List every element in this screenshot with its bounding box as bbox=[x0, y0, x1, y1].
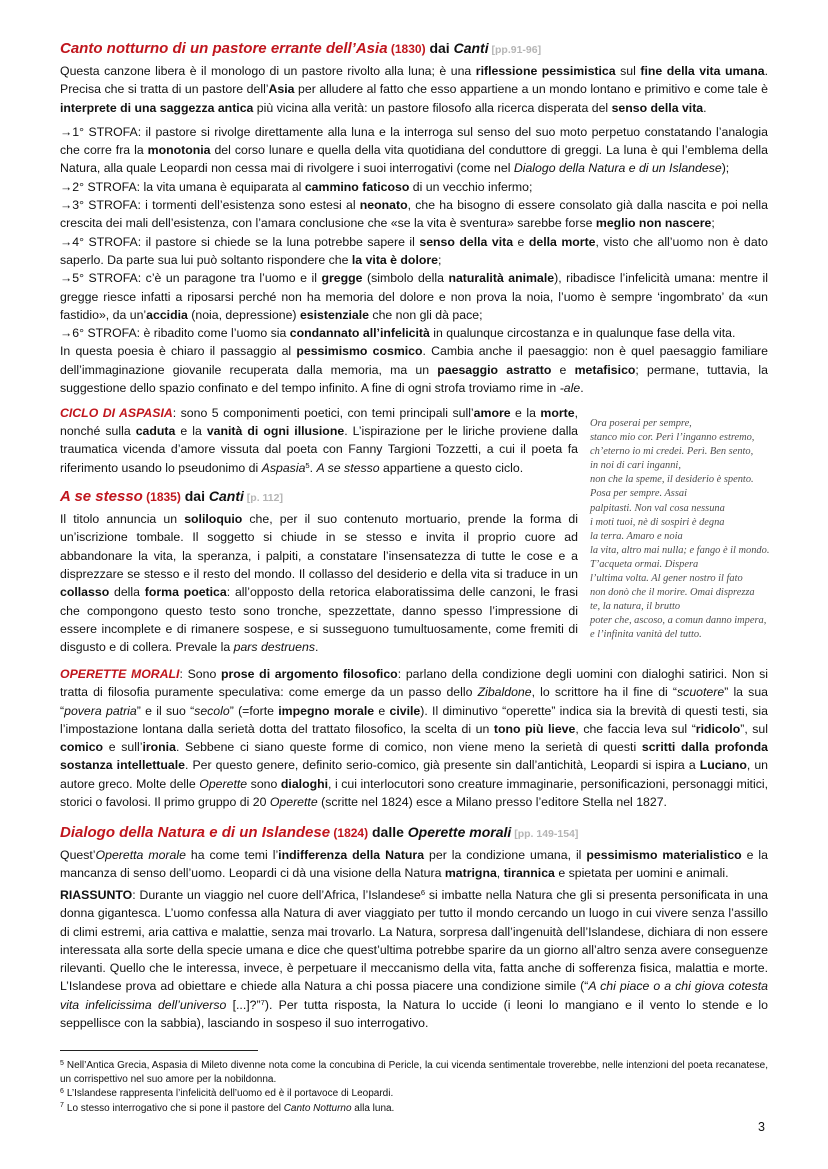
text-run: Il titolo annuncia un bbox=[60, 512, 185, 527]
text-run: alla luna. bbox=[351, 1102, 395, 1114]
text-run: Operette bbox=[269, 795, 318, 810]
text-run: →2° STROFA: la vita umana è equiparata al bbox=[60, 179, 305, 194]
page-number: 3 bbox=[758, 1120, 765, 1134]
text-run: impegno morale bbox=[278, 703, 375, 718]
text-run: : Durante un viaggio nel cuore dell’Africa, l’Islandese bbox=[132, 887, 421, 902]
text-run: pessimismo materialistico bbox=[586, 847, 742, 862]
text-run: ), ribadisce l’infelicità umana: mentre il gregge riesce infatti a riposarsi perché non ha memoria del dolore e non prova la noia, l’uomo è sempre ‘ingombrato’ da «un fastidio», da un’ bbox=[60, 271, 768, 322]
a-se-stesso-paragraph bbox=[60, 510, 578, 656]
poem-line: poter che, ascoso, a comun danno impera, bbox=[590, 615, 767, 627]
text-run: , i cui interlocutori sono creature immaginarie, personificazioni, personaggi mitici, storici o favolosi. Il primo gruppo di 20 bbox=[60, 776, 768, 810]
text-run: esistenziale bbox=[299, 307, 369, 322]
footnote-reference: 7 bbox=[260, 997, 265, 1007]
text-run: più vicina alla verità: un pastore filosofo alla ricerca disperata del bbox=[253, 100, 612, 115]
text-run: monotonia bbox=[147, 143, 211, 158]
text-run: che, per il suo contenuto mortuario, prende la forma di un’iscrizione tombale. Il soggetto si chiude in se stesso e invita il proprio cuore ad abbandonare la vita, la speranza, i palpiti, a constatare l’insensatezza di tutte le cose e a disprezzare se stesso e il resto del mondo. Il collasso del desiderio e della vita si traduce in un bbox=[60, 512, 578, 581]
text-run: dai bbox=[425, 40, 454, 56]
footnotes bbox=[60, 1059, 768, 1116]
text-run: ironia bbox=[142, 740, 176, 755]
text-run: pars destruens bbox=[233, 640, 315, 655]
footnote-number: 7 bbox=[60, 1102, 64, 1110]
text-run: senso della vita bbox=[611, 100, 704, 115]
text-run: Dialogo della Natura e di un Islandese bbox=[513, 161, 722, 176]
text-run: accidia bbox=[146, 307, 188, 322]
text-run: soliloquio bbox=[184, 512, 243, 527]
text-run: sono bbox=[247, 776, 281, 791]
text-run: collasso bbox=[60, 585, 110, 600]
text-run: -ale bbox=[559, 381, 581, 396]
section-title: Canto notturno di un pastore errante dell’Asia bbox=[60, 40, 388, 57]
text-run: per la condizione umana, il bbox=[424, 847, 587, 862]
text-run: ); bbox=[721, 161, 730, 176]
riassunto-paragraph bbox=[60, 886, 768, 1032]
text-run: In questa poesia è chiaro il passaggio al bbox=[60, 344, 297, 359]
canto-notturno-heading bbox=[60, 38, 768, 60]
text-run: →3° STROFA: i tormenti dell’esistenza sono estesi al bbox=[60, 198, 360, 213]
canto-notturno-conclusion bbox=[60, 342, 768, 397]
poem-line: non donò che il morire. Omai disprezza bbox=[590, 587, 755, 599]
text-run: ; bbox=[711, 216, 715, 231]
strofa-4 bbox=[60, 233, 768, 270]
poem-line: te, la natura, il brutto bbox=[590, 601, 681, 613]
text-run: si imbatte nella Natura che gli si presenta personificata in una donna gigantesca. L’uomo confessa alla Natura di aver viaggiato per tutto il mondo cercando un luogo in cui vivere senza l’assillo di climi estremi, aria cattiva e malattie, senza mai trovarlo. La Natura, sorpresa dall’ingenuità dell’Islandese, dichiara di non essere interessata alla sorte della specie umana e dice che quest’ultima potrebbe sparire da un giorno all’altro senza avere conseguenze rilevanti. Quello che le interessa, invece, è perpetuare il meccanismo della vita, fatta anche di sofferenza fisica, malattia e morte. L’Islandese prova ad obiettare e chiede alla Natura a chi possa piacere una condizione simile (“ bbox=[60, 887, 768, 994]
text-run: fine della vita umana bbox=[640, 64, 765, 78]
text-run: la vita è dolore bbox=[351, 252, 438, 267]
text-run: condannato all’infelicità bbox=[289, 326, 430, 341]
text-run: povera patria bbox=[64, 703, 137, 718]
text-run: RIASSUNTO bbox=[60, 887, 133, 902]
text-run: . Sebbene ci siano queste forme di comico, non viene meno la serietà di questi bbox=[175, 740, 642, 755]
section-title: Dialogo della Natura e di un Islandese bbox=[60, 823, 331, 841]
text-run: Zibaldone bbox=[477, 685, 532, 700]
text-run: tono più lieve bbox=[493, 721, 576, 736]
section-dialogo bbox=[60, 822, 768, 1032]
text-run: che non gli dà pace; bbox=[369, 307, 483, 322]
footnote-6 bbox=[60, 1087, 768, 1101]
text-run: del corso lunare e quella della vita quotidiana del conduttore di greggi. La luna è qui l’emblema della Natura, alla quale Leopardi non cessa mai di rivolgere i suoi interrogativi (come nel bbox=[60, 143, 768, 176]
poem-line: palpitasti. Non val cosa nessuna bbox=[590, 502, 725, 514]
text-run: per alludere al fatto che esso appartiene a un mondo lontano e primitivo e come tale è bbox=[294, 82, 768, 97]
text-run: indifferenza della Natura bbox=[278, 847, 425, 862]
text-run: e la bbox=[510, 405, 541, 420]
text-run: ” e il suo “ bbox=[136, 703, 195, 718]
text-run: dalle bbox=[368, 823, 408, 840]
text-run: , un autore greco. Molte delle bbox=[60, 758, 769, 791]
text-run: →4° STROFA: il pastore si chiede se la luna potrebbe sapere il bbox=[60, 234, 420, 249]
text-run: (1830) bbox=[387, 42, 426, 56]
footnote-text bbox=[60, 1060, 768, 1085]
poem-line: l’ultima volta. Al gener nostro il fato bbox=[590, 573, 743, 585]
text-run: →6° STROFA: è ribadito come l’uomo sia bbox=[60, 326, 290, 341]
strofe-list bbox=[60, 123, 768, 397]
section-operette-morali bbox=[60, 665, 768, 811]
text-run: Lo stesso interrogativo che si pone il pastore del bbox=[66, 1102, 284, 1114]
text-run: gregge bbox=[321, 271, 363, 286]
text-run: e spietata per uomini e animali. bbox=[554, 866, 729, 881]
text-run: ” la sua “ bbox=[60, 685, 768, 718]
text-run: : Sono bbox=[179, 667, 221, 681]
ciclo-di-aspasia-paragraph bbox=[60, 404, 578, 477]
text-run: comico bbox=[60, 740, 104, 755]
a-se-stesso-poem bbox=[590, 417, 772, 643]
canto-notturno-intro bbox=[60, 62, 768, 117]
text-run: ). Per tutta risposta, la Natura lo uccide (i leoni lo mangiano e il vento lo stende e lo seppellisce con la sabbia), lasciando in sospeso il suo interrogativo. bbox=[60, 997, 768, 1031]
strofa-3 bbox=[60, 196, 768, 233]
poem-line: Ora poserai per sempre, bbox=[590, 418, 692, 429]
text-run: ” (=forte bbox=[229, 703, 279, 718]
text-run: appartiene a questo ciclo. bbox=[379, 460, 524, 475]
text-run: L’Islandese rappresenta l’infelicità dell’uomo ed è il portavoce di Leopardi. bbox=[66, 1088, 394, 1100]
footnote-5 bbox=[60, 1059, 768, 1087]
text-run: (scritte nel 1824) esce a Milano presso l’editore Stella nel 1827. bbox=[317, 795, 667, 810]
text-run: , bbox=[496, 866, 504, 881]
text-run: A chi piace o a chi giova cotesta vita infelicissima dell’universo bbox=[60, 979, 768, 1012]
text-run: Quest’ bbox=[60, 847, 96, 862]
text-run: (simbolo della bbox=[362, 271, 449, 286]
text-run: naturalità animale bbox=[448, 271, 555, 286]
text-run: neonato bbox=[359, 198, 408, 213]
text-run: . bbox=[580, 381, 584, 396]
footnote-reference: 5 bbox=[305, 460, 310, 470]
footnote-text bbox=[67, 1088, 393, 1099]
text-run: e la bbox=[175, 424, 207, 439]
text-run: dialoghi bbox=[280, 776, 329, 791]
page-reference: [pp. 149-154] bbox=[511, 827, 579, 840]
text-run: paesaggio astratto bbox=[437, 362, 552, 377]
text-run: ”, sul bbox=[740, 721, 768, 736]
text-run: e bbox=[513, 234, 529, 249]
text-run: Nell’Antica Grecia, Aspasia di Mileto divenne nota come la concubina di Pericle, la cui vicenda sentimentale troverebbe, nelle intenzioni del poeta recanatese, un corrispettivo nel suo amore per la nobildonna. bbox=[60, 1060, 768, 1086]
footnote-7 bbox=[60, 1102, 768, 1116]
section-title: A se stesso bbox=[60, 488, 143, 506]
text-run: prose di argomento filosofico bbox=[221, 667, 398, 681]
dialogo-heading bbox=[60, 822, 768, 844]
poem-line: i moti tuoi, nè di sospiri è degna bbox=[590, 516, 725, 528]
aspasia-column bbox=[60, 404, 578, 657]
text-run: ; permane, tuttavia, la suggestione dello spazio confinato e del tempo infinito. A fine di ogni strofa troviamo rime in bbox=[60, 362, 768, 396]
poem-line: non che la speme, il desiderio è spento. bbox=[590, 474, 754, 486]
text-run: civile bbox=[389, 703, 421, 718]
text-run: . Cambia anche il paesaggio: non è quel paesaggio familiare dell’immaginazione giovanile recuperata dalla memoria, ma un bbox=[60, 344, 768, 377]
text-run: . L’ispirazione per le liriche proviene dalla traumatica vicenda d’amore vissuta dal poeta con Fanny Targioni Tozzetti, a cui il poeta fa riferimento usando lo pseudonimo di bbox=[60, 424, 579, 475]
text-run: secolo bbox=[194, 703, 230, 718]
text-run: , lo scrittore ha il fine di “ bbox=[531, 685, 678, 700]
text-run: forma poetica bbox=[144, 585, 227, 600]
strofa-6 bbox=[60, 324, 768, 342]
text-run: , visto che all’uomo non è dato saperlo. Da parte sua lui può soltanto rispondere che bbox=[60, 234, 768, 267]
a-se-stesso-heading bbox=[60, 486, 578, 508]
footnote-reference: 6 bbox=[420, 888, 426, 898]
text-run: Canti bbox=[208, 488, 244, 505]
strofa-5 bbox=[60, 269, 768, 324]
poem-line: Posa per sempre. Assai bbox=[590, 488, 687, 500]
text-run: . bbox=[314, 640, 319, 655]
text-run: e bbox=[551, 362, 575, 377]
text-run: tirannica bbox=[503, 866, 555, 881]
strofa-2 bbox=[60, 178, 768, 196]
text-run: in qualunque circostanza e in qualunque fase della vita. bbox=[429, 326, 736, 341]
text-run: →1° STROFA: il pastore si rivolge direttamente alla luna e la interroga sul senso del suo moto perpetuo constatando l’analogia che corre fra la bbox=[60, 124, 768, 158]
text-run: dai bbox=[180, 488, 209, 505]
dialogo-intro bbox=[60, 846, 768, 883]
poem-line: la terra. Amaro e noia bbox=[590, 530, 683, 542]
text-run: Asia bbox=[268, 82, 295, 97]
text-run: , nonché sulla bbox=[60, 405, 578, 439]
text-run: Luciano bbox=[699, 758, 747, 773]
footnote-number: 6 bbox=[60, 1088, 64, 1096]
footnote-divider bbox=[60, 1050, 258, 1051]
section-canto-notturno bbox=[60, 38, 768, 397]
text-run: CICLO DI ASPASIA bbox=[60, 405, 173, 420]
text-run: : all’opposto della retorica elaboratissima delle canzoni, le frasi che compongono questo testo sono tronche, spezzettate, danno spesso l’impressione di essere incomplete e di rimanere sospese, e si susseguono tumultuosamente, come fremiti di disgusto e di collera. Prevale la bbox=[60, 585, 578, 655]
strofa-1 bbox=[60, 123, 768, 178]
poem-line: e l’infinita vanità del tutto. bbox=[590, 629, 702, 641]
text-run: metafisico bbox=[574, 362, 636, 377]
text-run: vanità di ogni illusione bbox=[206, 424, 345, 439]
text-run: scuotere bbox=[677, 685, 725, 700]
text-run: caduta bbox=[135, 424, 176, 439]
poem-line: in noi di cari inganni, bbox=[590, 460, 681, 472]
text-run: della bbox=[109, 585, 145, 600]
text-run: riflessione pessimistica bbox=[475, 64, 616, 78]
text-run: , che ha bisogno di essere consolato già dalla nascita e poi nella crescita dei mali dell’esistenza, con l’amara conclusione che «se la vita è sventura» sarebbe forse bbox=[60, 198, 768, 231]
text-run: interprete di una saggezza antica bbox=[60, 100, 254, 115]
text-run: ; bbox=[438, 252, 442, 267]
text-run: ha come temi l’ bbox=[185, 847, 279, 862]
text-run: Operetta morale bbox=[95, 847, 186, 862]
text-run: morte bbox=[540, 405, 575, 420]
text-run: e bbox=[374, 703, 390, 718]
text-run: pessimismo cosmico bbox=[296, 344, 423, 359]
text-run: . bbox=[703, 100, 707, 115]
text-run: . Per questo genere, definito serio-comico, già presente sin dall’antichità, Leopardi si ispira a bbox=[185, 758, 700, 773]
poem-line: stanco mio cor. Perì l’inganno estremo, bbox=[590, 432, 755, 444]
text-run: ridicolo bbox=[695, 721, 741, 736]
text-run: di un vecchio infermo; bbox=[409, 179, 533, 194]
poem-line: ch’eterno io mi credei. Perì. Ben sento, bbox=[590, 446, 754, 458]
footnote-number: 5 bbox=[60, 1059, 64, 1067]
text-run: (noia, depressione) bbox=[187, 307, 300, 322]
text-run: Operette bbox=[199, 776, 248, 791]
text-run: →5° STROFA: c’è un paragone tra l’uomo e il bbox=[60, 271, 322, 286]
text-run: . bbox=[309, 460, 317, 475]
text-run: Aspasia bbox=[261, 460, 306, 475]
text-run: Questa canzone libera è il monologo di un pastore rivolto alla luna; è una bbox=[60, 64, 476, 78]
text-run: Canto Notturno bbox=[283, 1102, 352, 1114]
text-run: della morte bbox=[528, 234, 596, 249]
text-run: amore bbox=[473, 405, 511, 420]
footnote-text bbox=[67, 1103, 394, 1114]
text-run: matrigna bbox=[444, 866, 497, 881]
text-run: sul bbox=[615, 64, 641, 78]
text-run: meglio non nascere bbox=[595, 216, 712, 231]
text-run: A se stesso bbox=[316, 460, 380, 475]
text-run: cammino faticoso bbox=[304, 179, 410, 194]
text-run: e sull’ bbox=[103, 740, 143, 755]
text-run: OPERETTE MORALI bbox=[60, 667, 180, 681]
operette-morali-paragraph bbox=[60, 665, 768, 811]
poem-line: la vita, altro mai nulla; e fango è il mondo. bbox=[590, 544, 770, 556]
page-reference: [p. 112] bbox=[243, 492, 283, 505]
text-run: scritti dalla profonda sostanza intellettuale bbox=[60, 740, 768, 773]
text-run: [...]?” bbox=[226, 997, 261, 1012]
text-run: (1824) bbox=[330, 825, 369, 840]
text-run: . Precisa che si tratta di un pastore dell’ bbox=[60, 64, 768, 97]
text-run: : parlano della condizione degli uomini con dialoghi satirici. Non si tratta di filosofia puramente speculativa: come emerge da un passo dello bbox=[60, 667, 768, 700]
text-run: (1835) bbox=[142, 490, 181, 505]
text-run: Operette morali bbox=[407, 823, 512, 840]
text-run: : sono 5 componimenti poetici, con temi principali sull’ bbox=[172, 405, 474, 420]
text-run: ). Il diminutivo “operette” indica sia la brevità di questi testi, sia l’impostazione lontana dalla serietà dotta del trattato filosofico, la scelta di un bbox=[60, 703, 768, 736]
text-run: e la mancanza di senso dell’uomo. Leopardi ci dà una visione della Natura bbox=[60, 847, 768, 881]
page-reference: [pp.91-96] bbox=[488, 44, 542, 56]
text-run: , che faccia leva sul “ bbox=[575, 721, 696, 736]
poem-line: T’acqueta ormai. Dispera bbox=[590, 558, 699, 570]
text-run: Canti bbox=[453, 40, 489, 56]
text-run: senso della vita bbox=[419, 234, 514, 249]
